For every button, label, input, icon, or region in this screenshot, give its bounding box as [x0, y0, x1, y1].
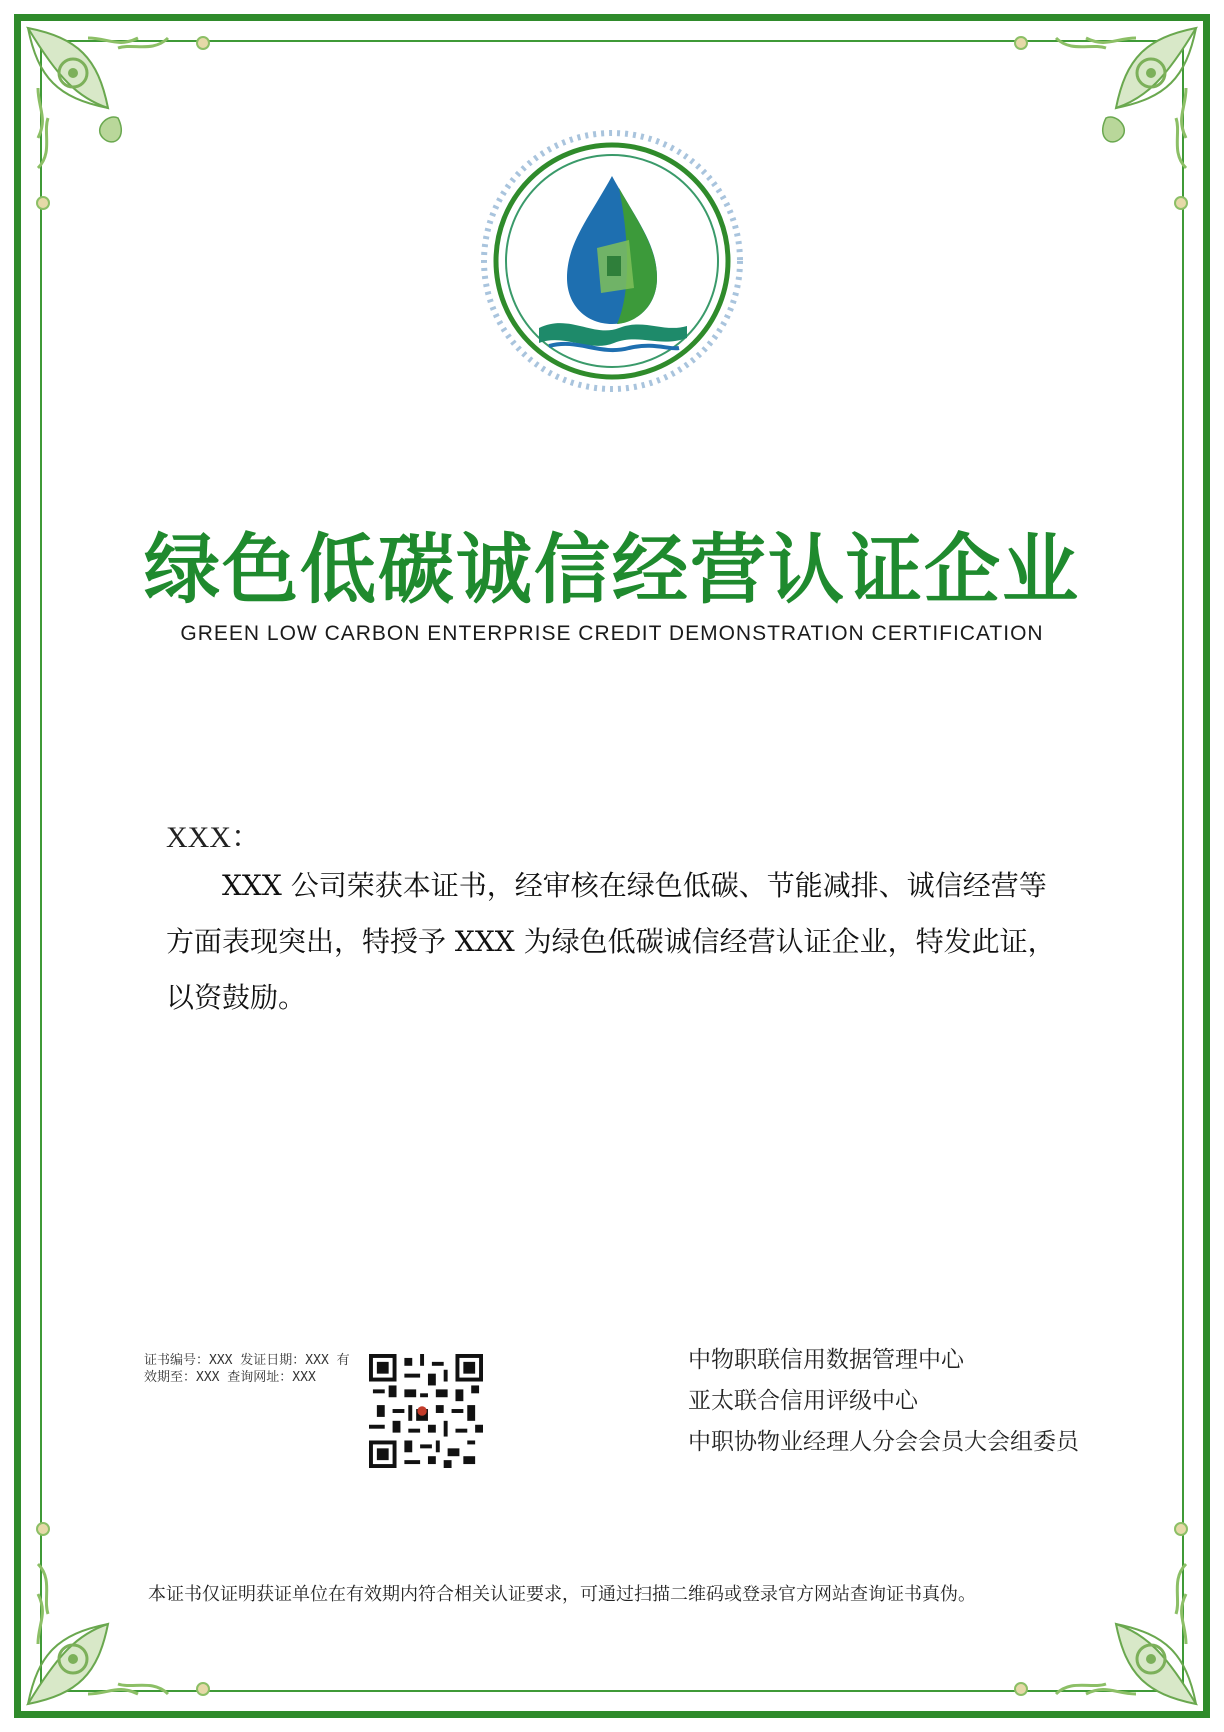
green-drop-seal-icon — [479, 128, 745, 394]
corner-ornament-icon — [18, 18, 248, 248]
certificate-body: XXX 公司荣获本证书，经审核在绿色低碳、节能减排、诚信经营等方面表现突出，特授予 XXX 为绿色低碳诚信经营认证企业，特发此证，以资鼓励。 — [166, 869, 1056, 1014]
issuer-name: 中物职联信用数据管理中心 — [688, 1347, 964, 1373]
corner-ornament-icon — [976, 18, 1206, 248]
certificate-title-en: GREEN LOW CARBON ENTERPRISE CREDIT DEMONSTRATION CERTIFICATION — [180, 622, 1044, 645]
certificate-info: 证书编号：XXX 发证日期：XXX 有效期至：XXX 查询网址：XXX — [144, 1353, 350, 1385]
certificate-title-cn: 绿色低碳诚信经营认证企业 — [144, 525, 1080, 614]
issuer-name: 亚太联合信用评级中心 — [688, 1388, 918, 1414]
issuer-name: 中职协物业经理人分会会员大会组委员 — [688, 1429, 1079, 1455]
qr-code-icon[interactable] — [368, 1354, 484, 1468]
recipient-name: XXX： — [166, 821, 261, 854]
issuer-list — [688, 1340, 1079, 1463]
footer-note: 本证书仅证明获证单位在有效期内符合相关认证要求，可通过扫描二维码或登录官方网站查询证书真伪。 — [148, 1584, 976, 1604]
